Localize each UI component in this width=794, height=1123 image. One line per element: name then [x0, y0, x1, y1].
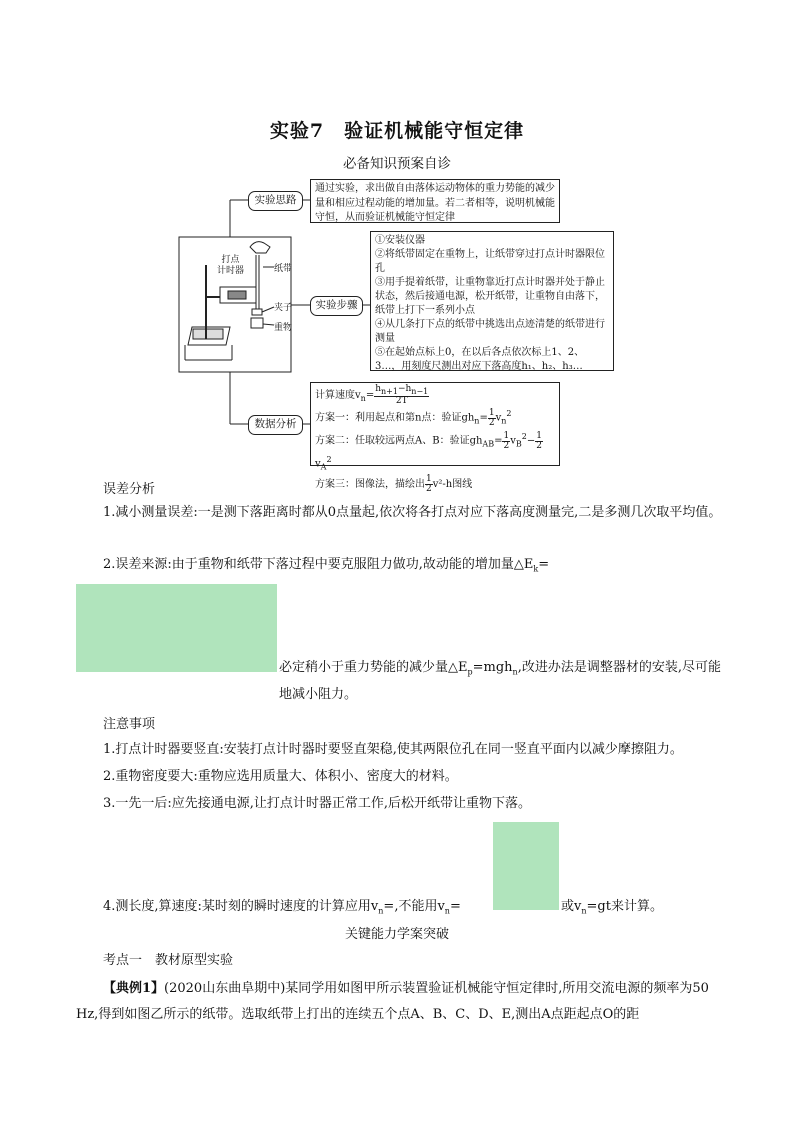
- tape-label: 纸带: [274, 264, 293, 274]
- step-item: ⑤在起始点标上0，在以后各点依次标上1、2、3…，用刻度尺测出对应下落高度h₁、h₂、h₃…: [375, 347, 585, 372]
- weight-label: 重物: [274, 323, 293, 333]
- weight-icon: [251, 318, 263, 328]
- error-heading: 误差分析: [103, 482, 156, 497]
- idea-label: 实验思路: [248, 191, 303, 211]
- step-item: ②将纸带固定在重物上，让纸带穿过打点计时器限位孔: [375, 249, 605, 274]
- note-item: 1.打点计时器要竖直:安装打点计时器时要竖直架稳,使其两限位孔在同一竖直平面内以减少摩擦阻力。: [103, 742, 683, 757]
- page-title: 实验7 验证机械能守恒定律: [269, 120, 525, 142]
- steps-label: 实验步骤: [310, 296, 363, 316]
- analysis-label: 数据分析: [248, 415, 303, 435]
- scheme-2: 方案二：任取较远两点A、B：验证$gh_{AB}=$ $\frac{1}{2}$ $v_B^2-$ $\frac{1}{2}$ $v_A^2$: [315, 430, 542, 472]
- formula-image-placeholder: [493, 822, 559, 910]
- analysis-box: [310, 382, 560, 494]
- note-item: 2.重物密度要大:重物应选用质量大、体积小、密度大的材料。: [103, 769, 458, 784]
- step-item: ④从几条打下点的纸带中挑选出点迹清楚的纸带进行测量: [375, 319, 605, 344]
- speed-formula: 计算速度$v_n=$ $\frac{h_{n+1}-h_{n-1}}{2T}$: [315, 384, 429, 406]
- error-item-2-cont: 必定稍小于重力势能的减少量$\triangle E_p=mgh_n$,改进办法是调整器材的安装,尽可能地减小阻力。: [279, 660, 721, 702]
- concept-diagram: [170, 175, 630, 494]
- note-item: 3.一先一后:应先接通电源,让打点计时器正常工作,后松开纸带让重物下落。: [103, 796, 532, 811]
- scheme-3: 方案三：图像法，描绘出 $\frac{1}{2}$ v²-h图线: [315, 473, 473, 494]
- note-item-4-b: 或$v_n=gt$来计算。: [561, 899, 663, 916]
- example-label: 【典例1】: [103, 981, 165, 996]
- section-subtitle: 必备知识预案自诊: [343, 156, 451, 172]
- step-item: ①安装仪器: [375, 235, 425, 246]
- scheme-1: 方案一：利用起点和第n点：验证$gh_n=$ $\frac{1}{2}$ $v_n^2$: [315, 407, 512, 428]
- note-item-4-a: 4.测长度,算速度:某时刻的瞬时速度的计算应用$v_n=$,不能用$v_n=$: [103, 899, 461, 916]
- section-heading: 关键能力学案突破: [344, 927, 449, 942]
- topic-heading: 考点一 教材原型实验: [103, 953, 234, 968]
- step-item: ③用手提着纸带，让重物靠近打点计时器并处于静止状态，然后接通电源，松开纸带，让重物自由落下，纸带上打下一系列小点: [375, 277, 605, 316]
- notes-heading: 注意事项: [103, 717, 156, 732]
- formula-image-placeholder: [76, 584, 277, 672]
- hand-icon: [250, 242, 270, 253]
- example-paragraph: 【典例1】(2020山东曲阜期中)某同学用如图甲所示装置验证机械能守恒定律时,所用交流电源的频率为50 Hz,得到如图乙所示的纸带。选取纸带上打出的连续五个点A、B、C、D、E,测出A点距起点O的距: [76, 981, 709, 1022]
- idea-box: 通过实验，求出做自由落体运动物体的重力势能的减少量和相应过程动能的增加量。若二者相等，说明机械能守恒，从而验证机械能守恒定律: [310, 179, 560, 223]
- steps-box: [370, 231, 614, 371]
- error-item-2: 2.误差来源:由于重物和纸带下落过程中要克服阻力做功,故动能的增加量$\triangle E_k=$: [103, 557, 550, 574]
- clip-label: 夹子: [274, 303, 293, 313]
- error-item-1: 1.减小测量误差:一是测下落距离时都从0点量起,依次将各打点对应下落高度测量完,二是多测几次取平均值。: [103, 505, 722, 520]
- timer-label: 打点 计时器: [217, 255, 245, 276]
